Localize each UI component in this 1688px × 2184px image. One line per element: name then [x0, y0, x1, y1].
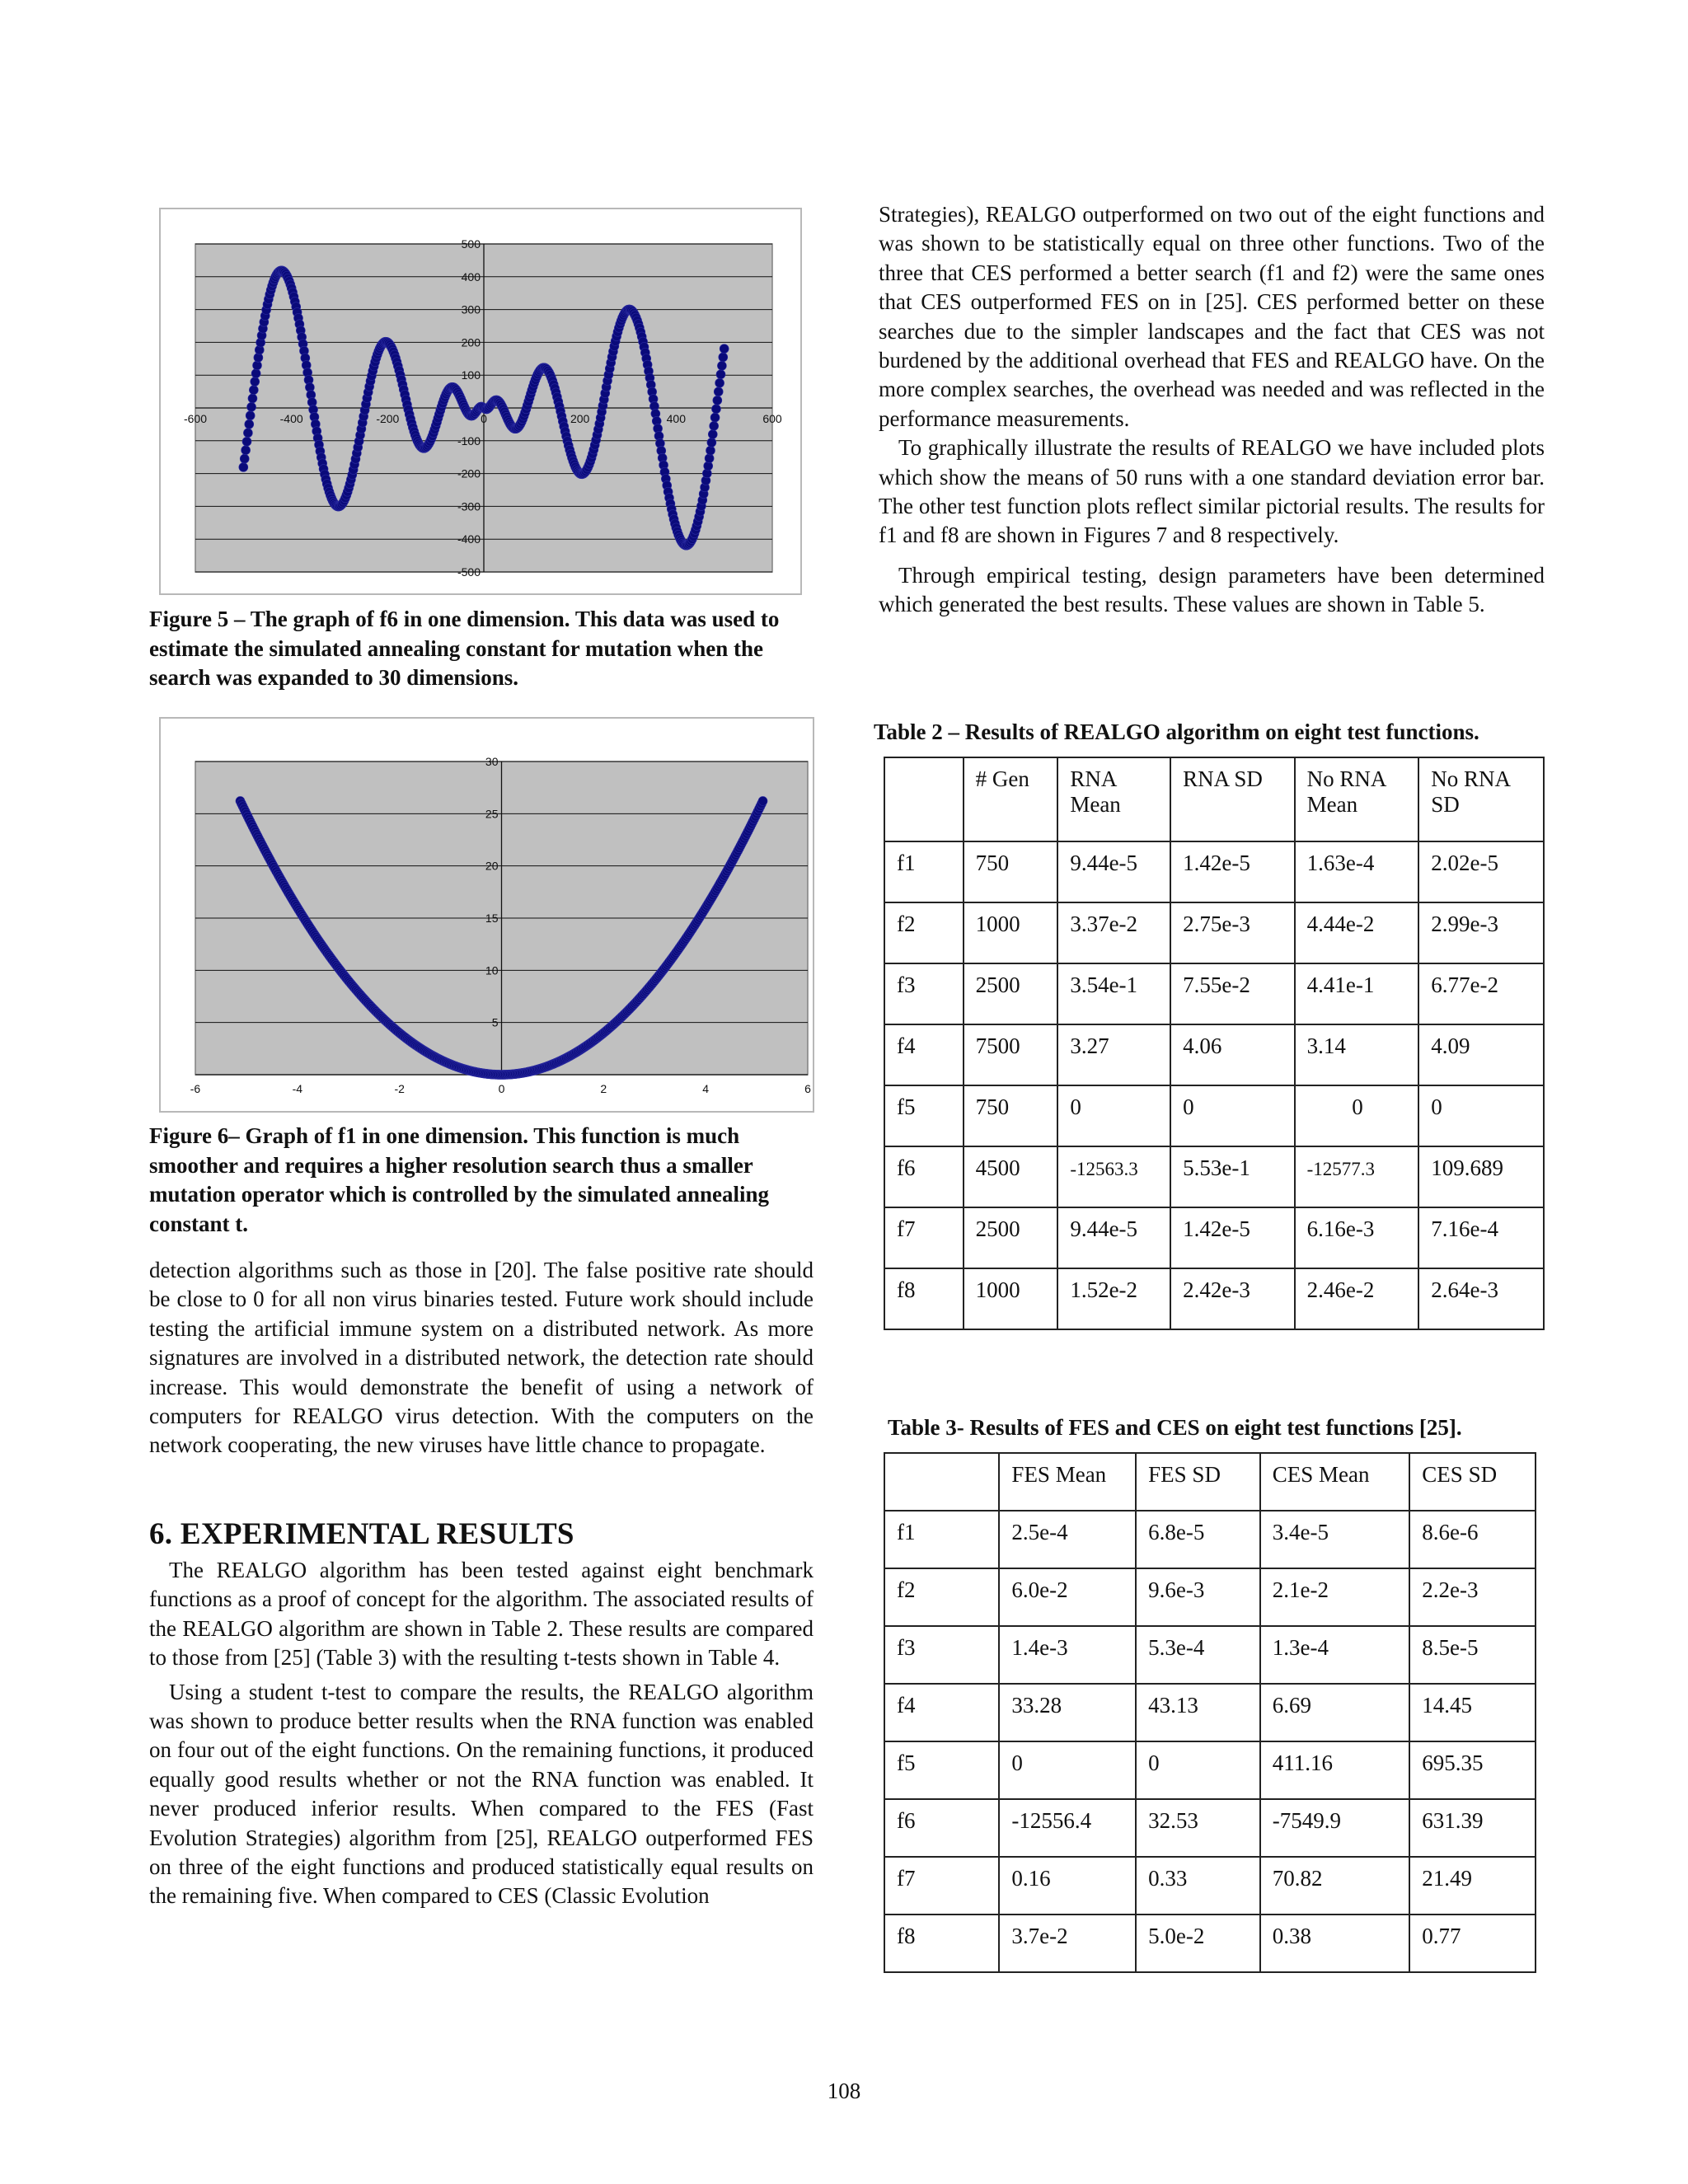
x-tick-label: -200	[376, 412, 400, 425]
table3-cell: f5	[884, 1741, 999, 1799]
table2-cell: 3.14	[1295, 1024, 1419, 1085]
table3-cell: 0.38	[1260, 1915, 1410, 1972]
table3-cell: 9.6e-3	[1136, 1568, 1260, 1626]
table3-cell: f7	[884, 1857, 999, 1915]
table2-cell: 7.55e-2	[1170, 963, 1295, 1024]
x-tick-label: 6	[804, 1082, 811, 1095]
paragraph-detection: detection algorithms such as those in [20]. The false positive rate should be close to 0 for all non virus binaries tested. Future work should include testing the artificial immune system on a distributed network. As more signatures are involved in a distributed network, the detection rate should increase. This would demonstrate the benefit of using a network of computers for REALGO virus detection. With the computers on the network cooperating, the new viruses have little chance to propagate.	[149, 1258, 814, 1458]
data-point	[240, 454, 249, 463]
table2-cell: 2.46e-2	[1295, 1268, 1419, 1329]
table3-cell: 6.0e-2	[999, 1568, 1136, 1626]
table3-cell: 631.39	[1409, 1799, 1536, 1857]
table3-cell: f1	[884, 1511, 999, 1568]
x-tick-label: -600	[183, 412, 208, 425]
data-point	[710, 413, 720, 422]
table2-cell: f3	[884, 963, 964, 1024]
table3-cell: 2.1e-2	[1260, 1568, 1410, 1626]
y-tick-label: 25	[485, 807, 499, 821]
data-point	[719, 353, 728, 362]
table2-cell: 4.09	[1418, 1024, 1544, 1085]
table2-row	[884, 963, 1544, 1024]
table2-cell: 3.37e-2	[1057, 902, 1170, 963]
table3-cell: 2.2e-3	[1409, 1568, 1536, 1626]
table3-cell: 6.69	[1260, 1684, 1410, 1741]
table2-cell: 750	[964, 841, 1058, 902]
x-tick-label: -400	[279, 412, 303, 425]
table2-cell: 0	[1418, 1085, 1544, 1146]
table2-cell: 4500	[964, 1146, 1058, 1207]
table3-cell: 5.0e-2	[1136, 1915, 1260, 1972]
table2-cell: 1000	[964, 1268, 1058, 1329]
table2-cell: 0	[1170, 1085, 1295, 1146]
table2-cell: 0	[1057, 1085, 1170, 1146]
y-tick-label: -200	[457, 466, 481, 480]
table3-cell: 43.13	[1136, 1684, 1260, 1741]
table3-cell: 8.6e-6	[1409, 1511, 1536, 1568]
table2-cell: f5	[884, 1085, 964, 1146]
y-tick-label: -400	[457, 532, 481, 546]
table2-cell: 1.52e-2	[1057, 1268, 1170, 1329]
table3-cell: 5.3e-4	[1136, 1626, 1260, 1684]
table3-cell: 0.33	[1136, 1857, 1260, 1915]
x-tick-label: -6	[190, 1082, 201, 1095]
x-tick-label: -4	[292, 1082, 303, 1095]
table3-cell: 21.49	[1409, 1857, 1536, 1915]
table3-row	[884, 1626, 1536, 1684]
table2-cell: 3.54e-1	[1057, 963, 1170, 1024]
table2-cell: f7	[884, 1207, 964, 1268]
table3-row	[884, 1741, 1536, 1799]
x-tick-label: 600	[762, 412, 782, 425]
y-tick-label: 200	[461, 335, 481, 349]
table3-row	[884, 1511, 1536, 1568]
table2-cell: f2	[884, 902, 964, 963]
data-point	[242, 437, 251, 446]
table3-row	[884, 1568, 1536, 1626]
table3-cell: 8.5e-5	[1409, 1626, 1536, 1684]
table2-cell: 6.77e-2	[1418, 963, 1544, 1024]
y-tick-label: 300	[461, 302, 481, 316]
table3-cell: 3.7e-2	[999, 1915, 1136, 1972]
table2-cell: 9.44e-5	[1057, 1207, 1170, 1268]
table3-cell: f8	[884, 1915, 999, 1972]
table3-cell: 3.4e-5	[1260, 1511, 1410, 1568]
y-tick-label: 100	[461, 368, 481, 382]
data-point	[253, 361, 262, 370]
y-tick-label: -100	[457, 434, 481, 448]
table2-cell: 7500	[964, 1024, 1058, 1085]
data-point	[710, 421, 719, 430]
table3-cell: 1.4e-3	[999, 1626, 1136, 1684]
data-point	[251, 369, 260, 378]
table2-cell: 4.44e-2	[1295, 902, 1419, 963]
y-tick-label: -500	[457, 565, 481, 579]
figure6-chart	[159, 717, 814, 1113]
x-tick-label: 2	[600, 1082, 607, 1095]
table3-header-cell: FES Mean	[999, 1453, 1136, 1511]
y-tick-label: 400	[461, 269, 481, 284]
y-tick-label: 500	[461, 237, 481, 251]
table3-cell: 6.8e-5	[1136, 1511, 1260, 1568]
table2-cell: 1.42e-5	[1170, 841, 1295, 902]
table2-header-cell	[884, 757, 964, 841]
table3-row	[884, 1684, 1536, 1741]
data-point	[720, 344, 729, 354]
table2-row	[884, 1268, 1544, 1329]
table2-header-row	[884, 757, 1544, 841]
table2-cell: 2.64e-3	[1418, 1268, 1544, 1329]
data-point	[713, 396, 722, 405]
table2-cell: -12563.3	[1057, 1146, 1170, 1207]
table3-cell: 1.3e-4	[1260, 1626, 1410, 1684]
table2-cell: 2.02e-5	[1418, 841, 1544, 902]
table3-cell: 0	[999, 1741, 1136, 1799]
paragraph-empirical: Through empirical testing, design parameters have been determined which generated the best results. These values are shown in Table 5.	[879, 562, 1545, 617]
data-point	[243, 429, 252, 438]
paragraph-strategies: Strategies), REALGO outperformed on two out of the eight functions and was shown to be statistically equal on three other functions. Two of the three that CES performed a better search (f1 and f2) were the same ones that CES outperformed FES on in [25]. CES performed better on these searches due to the simpler landscapes and the fact that CES was not burdened by the additional overhead that FES and REALGO have. On the more complex searches, the overhead was needed and was reflected in the performance measurements.	[879, 202, 1545, 431]
table2-cell: 2500	[964, 963, 1058, 1024]
data-point	[241, 446, 251, 455]
x-tick-label: 200	[570, 412, 590, 425]
table2-cell: 4.41e-1	[1295, 963, 1419, 1024]
table3-header-cell	[884, 1453, 999, 1511]
table2-row	[884, 1146, 1544, 1207]
y-tick-label: 15	[485, 912, 499, 925]
data-point	[707, 438, 716, 447]
data-point	[706, 446, 715, 455]
table3-header-row	[884, 1453, 1536, 1511]
table2-row	[884, 1024, 1544, 1085]
table3-row	[884, 1915, 1536, 1972]
table2-cell: 1000	[964, 902, 1058, 963]
table3-cell: f6	[884, 1799, 999, 1857]
table2-cell: 3.27	[1057, 1024, 1170, 1085]
table2-header-cell: RNA Mean	[1057, 757, 1170, 841]
table2-cell: -12577.3	[1295, 1146, 1419, 1207]
data-point	[708, 429, 717, 438]
table2-cell: 1.42e-5	[1170, 1207, 1295, 1268]
data-point	[714, 387, 723, 396]
data-point	[248, 394, 257, 403]
table2-cell: f6	[884, 1146, 964, 1207]
table2-cell: 9.44e-5	[1057, 841, 1170, 902]
paragraph-results-1: The REALGO algorithm has been tested against eight benchmark functions as a proof of concept for the algorithm. The associated results of the REALGO algorithm are shown in Table 2. These results are compared to those from [25] (Table 3) with the resulting t-tests shown in Table 4.	[149, 1558, 814, 1671]
table3-cell: 0.16	[999, 1857, 1136, 1915]
table2-row	[884, 1207, 1544, 1268]
table2-header-cell: RNA SD	[1170, 757, 1295, 841]
table3-cell: 32.53	[1136, 1799, 1260, 1857]
data-point	[239, 462, 248, 471]
table2-cell: f1	[884, 841, 964, 902]
y-tick-label: 20	[485, 859, 499, 873]
page-number: 108	[827, 2079, 861, 2103]
data-point	[715, 378, 724, 387]
table2-cell: 2500	[964, 1207, 1058, 1268]
table2-cell: 2.75e-3	[1170, 902, 1295, 963]
data-point	[245, 419, 254, 429]
table3-header-cell: CES SD	[1409, 1453, 1536, 1511]
figure6-plot	[161, 719, 813, 1111]
table3-cell: 70.82	[1260, 1857, 1410, 1915]
table3-cell: f4	[884, 1684, 999, 1741]
table2-header-cell: # Gen	[964, 757, 1058, 841]
table2-row	[884, 902, 1544, 963]
table2-cell: 109.689	[1418, 1146, 1544, 1207]
figure5-chart	[159, 208, 802, 595]
table3-cell: 2.5e-4	[999, 1511, 1136, 1568]
figure6-caption: Figure 6– Graph of f1 in one dimension. This function is much smoother and requires a higher resolution search thus a smaller mutation operator which is controlled by the simulated annealing constant t.	[149, 1123, 770, 1236]
data-point	[716, 370, 725, 379]
data-point	[247, 402, 256, 411]
table2-cell: 0	[1295, 1085, 1419, 1146]
y-tick-label: -300	[457, 499, 481, 513]
table3-cell: f2	[884, 1568, 999, 1626]
data-point	[717, 361, 726, 370]
data-point	[249, 386, 258, 395]
table3-row	[884, 1799, 1536, 1857]
table2-cell: 5.53e-1	[1170, 1146, 1295, 1207]
y-tick-label: 30	[485, 755, 499, 768]
table2-cell: 750	[964, 1085, 1058, 1146]
table3-cell: f3	[884, 1626, 999, 1684]
table2-cell: f8	[884, 1268, 964, 1329]
table3-caption: Table 3- Results of FES and CES on eight test functions [25].	[888, 1415, 1462, 1440]
y-tick-label: 5	[491, 1015, 499, 1029]
data-point	[705, 454, 714, 463]
x-tick-label: 0	[481, 412, 487, 425]
table2-row	[884, 841, 1544, 902]
table2-cell: f4	[884, 1024, 964, 1085]
table2-cell: 1.63e-4	[1295, 841, 1419, 902]
table3-cell: 0.77	[1409, 1915, 1536, 1972]
table2-cell: 2.42e-3	[1170, 1268, 1295, 1329]
table2-cell: 2.99e-3	[1418, 902, 1544, 963]
table2-cell: 6.16e-3	[1295, 1207, 1419, 1268]
table2-caption: Table 2 – Results of REALGO algorithm on eight test functions.	[874, 719, 1479, 744]
table2-header-cell: No RNA SD	[1418, 757, 1544, 841]
data-point	[251, 377, 260, 387]
data-point	[758, 796, 767, 805]
paragraph-results-2: Using a student t-test to compare the results, the REALGO algorithm was shown to produce better results when the RNA function was enabled on four out of the eight functions. On the remaining functions, it produced equally good results whether or not the RNA function was enabled. It never produced inferior results. When compared to the FES (Fast Evolution Strategies) algorithm from [25], REALGO outperformed FES on three of the eight functions and produced statistically equal results on the remaining five. When compared to CES (Classic Evolution	[149, 1679, 814, 1909]
paragraph-illustrate: To graphically illustrate the results of REALGO we have included plots which show the means of 50 runs with a one standard deviation error bar. The other test function plots reflect similar pictorial results. The results for f1 and f8 are shown in Figures 7 and 8 respectively.	[879, 435, 1545, 548]
table2-cell: 4.06	[1170, 1024, 1295, 1085]
table3-header-cell: CES Mean	[1260, 1453, 1410, 1511]
x-tick-label: 0	[498, 1082, 505, 1095]
table3-cell: 695.35	[1409, 1741, 1536, 1799]
figure5-caption: Figure 5 – The graph of f6 in one dimension. This data was used to estimate the simulated annealing constant for mutation when the search was expanded to 30 dimensions.	[149, 607, 780, 690]
data-point	[246, 411, 255, 420]
table2-header-cell: No RNA Mean	[1295, 757, 1419, 841]
y-tick-label: 10	[485, 963, 499, 977]
x-tick-label: -2	[394, 1082, 405, 1095]
x-tick-label: 400	[666, 412, 687, 425]
table3-header-cell: FES SD	[1136, 1453, 1260, 1511]
table3-cell: 33.28	[999, 1684, 1136, 1741]
table3-cell: 0	[1136, 1741, 1260, 1799]
section-heading-experimental-results: 6. EXPERIMENTAL RESULTS	[149, 1517, 574, 1551]
table3	[884, 1452, 1536, 1973]
table3-cell: 411.16	[1260, 1741, 1410, 1799]
data-point	[711, 405, 720, 414]
table2-cell: 7.16e-4	[1418, 1207, 1544, 1268]
figure5-plot	[161, 209, 800, 593]
table3-cell: -7549.9	[1260, 1799, 1410, 1857]
x-tick-label: 4	[702, 1082, 710, 1095]
table3-row	[884, 1857, 1536, 1915]
table2-row	[884, 1085, 1544, 1146]
table3-cell: -12556.4	[999, 1799, 1136, 1857]
table3-cell: 14.45	[1409, 1684, 1536, 1741]
table2	[884, 757, 1545, 1330]
